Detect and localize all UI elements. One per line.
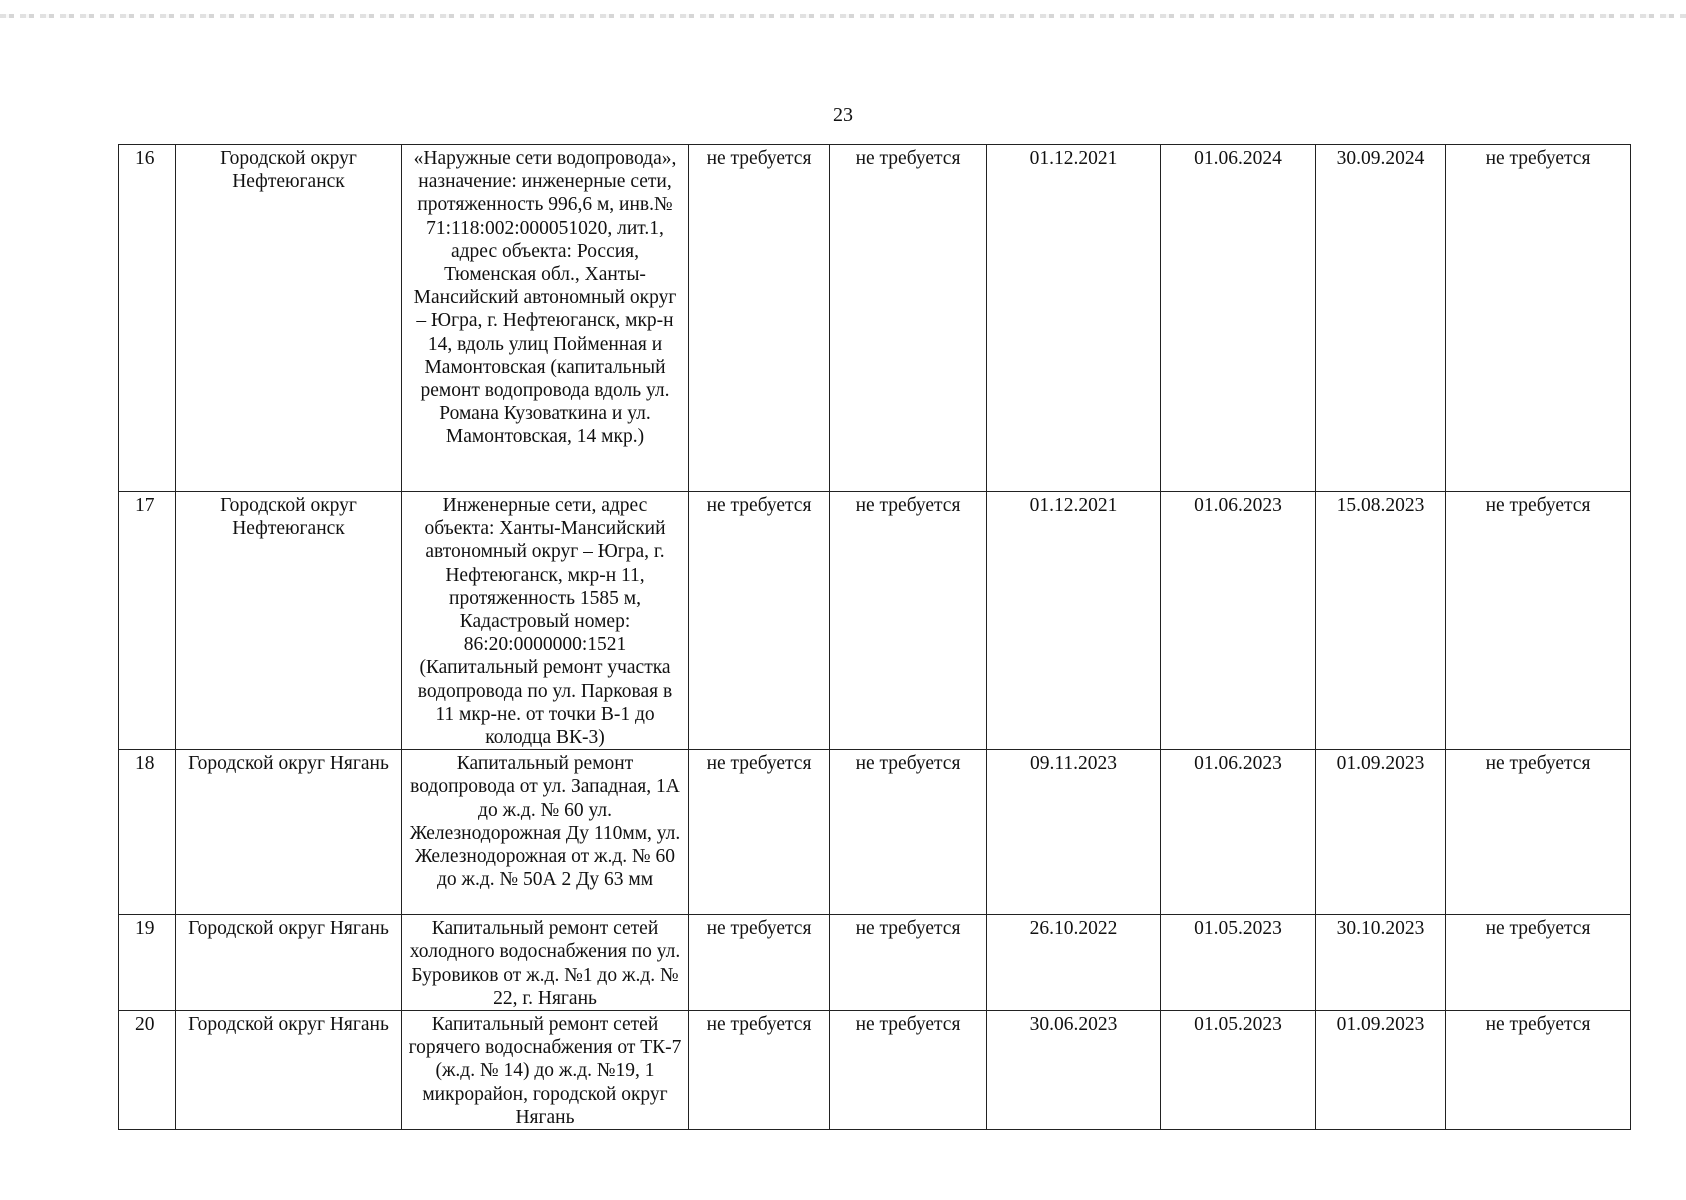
district-cell: Городской округ Нефтеюганск [176,492,402,750]
date-cell: 01.05.2023 [1161,915,1316,1011]
requirement-cell: не требуется [689,492,830,750]
row-number: 20 [119,1011,176,1130]
requirement-cell: не требуется [830,492,987,750]
page-number: 23 [833,104,853,126]
requirement-cell: не требуется [830,750,987,915]
requirement-cell: не требуется [1446,750,1631,915]
object-description-cell: Капитальный ремонт сетей холодного водоснабжения по ул. Буровиков от ж.д. №1 до ж.д. № 22, г. Нягань [402,915,689,1011]
row-number: 16 [119,145,176,492]
district-cell: Городской округ Нефтеюганск [176,145,402,492]
requirement-cell: не требуется [1446,145,1631,492]
date-cell: 01.09.2023 [1316,1011,1446,1130]
objects-table [118,144,1631,1130]
requirement-cell: не требуется [689,1011,830,1130]
requirement-cell: не требуется [1446,1011,1631,1130]
date-cell: 30.06.2023 [987,1011,1161,1130]
requirement-cell: не требуется [1446,915,1631,1011]
requirement-cell: не требуется [1446,492,1631,750]
district-cell: Городской округ Нягань [176,1011,402,1130]
date-cell: 01.05.2023 [1161,1011,1316,1130]
date-cell: 01.09.2023 [1316,750,1446,915]
row-number: 19 [119,915,176,1011]
table-row [119,750,1631,915]
table-row [119,492,1631,750]
row-number: 17 [119,492,176,750]
date-cell: 01.12.2021 [987,145,1161,492]
requirement-cell: не требуется [830,1011,987,1130]
requirement-cell: не требуется [830,145,987,492]
date-cell: 01.12.2021 [987,492,1161,750]
district-cell: Городской округ Нягань [176,750,402,915]
requirement-cell: не требуется [689,750,830,915]
table-row [119,915,1631,1011]
date-cell: 30.09.2024 [1316,145,1446,492]
date-cell: 01.06.2024 [1161,145,1316,492]
date-cell: 01.06.2023 [1161,492,1316,750]
table-row [119,145,1631,492]
date-cell: 15.08.2023 [1316,492,1446,750]
scan-artifact-line [0,14,1686,18]
requirement-cell: не требуется [689,915,830,1011]
object-description-cell: Инженерные сети, адрес объекта: Ханты-Мансийский автономный округ – Югра, г. Нефтеюганск, мкр-н 11, протяженность 1585 м, Кадастровый номер: 86:20:0000000:1521 (Капитальный ремонт участка водопровода по ул. Парковая в 11 мкр-не. от точки В-1 до колодца ВК-3) [402,492,689,750]
district-cell: Городской округ Нягань [176,915,402,1011]
date-cell: 01.06.2023 [1161,750,1316,915]
table-row [119,1011,1631,1130]
object-description-cell: Капитальный ремонт водопровода от ул. Западная, 1А до ж.д. № 60 ул. Железнодорожная Ду 110мм, ул. Железнодорожная от ж.д. № 60 до ж.д. № 50А 2 Ду 63 мм [402,750,689,915]
date-cell: 26.10.2022 [987,915,1161,1011]
requirement-cell: не требуется [689,145,830,492]
requirement-cell: не требуется [830,915,987,1011]
date-cell: 09.11.2023 [987,750,1161,915]
object-description-cell: «Наружные сети водопровода», назначение: инженерные сети, протяженность 996,6 м, инв.№ 71:118:002:000051020, лит.1, адрес объекта: Россия, Тюменская обл., Ханты-Мансийский автономный округ – Югра, г. Нефтеюганск, мкр-н 14, вдоль улиц Пойменная и Мамонтовская (капитальный ремонт водопровода вдоль ул. Романа Кузоваткина и ул. Мамонтовская, 14 мкр.) [402,145,689,492]
object-description-cell: Капитальный ремонт сетей горячего водоснабжения от ТК-7 (ж.д. № 14) до ж.д. №19, 1 микрорайон, городской округ Нягань [402,1011,689,1130]
row-number: 18 [119,750,176,915]
date-cell: 30.10.2023 [1316,915,1446,1011]
